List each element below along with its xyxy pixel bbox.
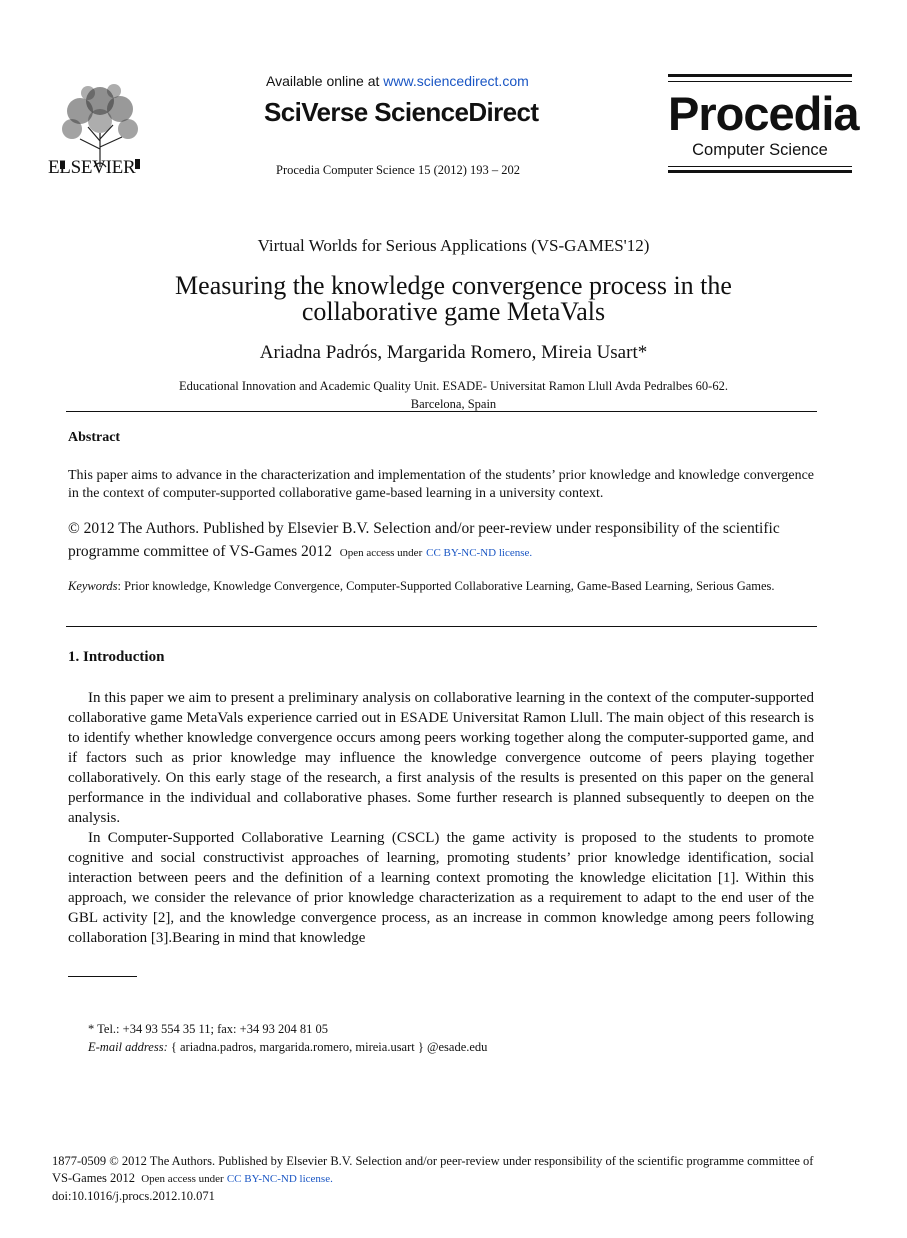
abstract-heading: Abstract [68,430,121,445]
journal-subtitle: Computer Science [692,141,828,159]
platform-logo-text: SciVerse ScienceDirect [264,97,539,127]
paragraph: In Computer-Supported Collaborative Learning (CSCL) the game activity is proposed to the students to promote cognitive and social constructivist approaches of learning, promoting students’ prior knowledge identification, social interaction between peers and the definition of a learning context promoting the knowledge elicitation [1]. Within this approach, we consider the relevance of prior knowledge characterization as a requirement to adapt to the end user of the GBL activity [2], and the knowledge convergence process, as an increase in common knowledge among peers following collaboration [3].Bearing in mind that knowledge [68,830,814,946]
affiliation-line-1: Educational Innovation and Academic Quality Unit. ESADE- Universitat Ramon Llull Avda Pedralbes 60-62. [179,379,728,393]
sciencedirect-link[interactable]: www.sciencedirect.com [383,73,529,89]
email-label: E-mail address: [88,1040,168,1054]
footer-committee: VS-Games 2012 [52,1171,135,1185]
paragraph: In this paper we aim to present a preliminary analysis on collaborative learning in the context of the computer-supported collaborative game MetaVals experience carried out in ESADE Universitat Ramon Llull. The main object of this research is to identify whether knowledge convergence occurs among peers working together along the computer-supported game, and if factors such as prior knowledge may influence the knowledge convergence outcome of peers playing together collaboratively. On this early stage of the research, a first analysis of the results is presented on this paper on the general performance in the individual and collaborative phases. Some further research is planned subsequently to deepen on the analysis. [68,690,814,826]
divider [66,411,817,412]
section-heading-introduction: 1. Introduction [68,649,165,665]
affiliation-line-2: Barcelona, Spain [410,397,497,411]
footnote-tel: * Tel.: +34 93 554 35 11; fax: +34 93 204 81 05 [88,1022,328,1036]
title-line-1: Measuring the knowledge convergence process in the [175,271,732,300]
copyright-line-1: © 2012 The Authors. Published by Elsevier B.V. Selection and/or peer-review under responsibility of the scientific [68,520,780,537]
footer-license-link[interactable]: CC BY-NC-ND license. [226,1173,333,1185]
journal-name: Procedia [668,87,859,140]
page-footer [52,1153,862,1205]
footnote-email [88,1038,487,1056]
divider [66,626,817,627]
keywords [68,577,814,595]
license-link[interactable]: CC BY-NC-ND license. [426,547,533,559]
paper-title [0,273,907,325]
keywords-list: : Prior knowledge, Knowledge Convergence, Computer-Supported Collaborative Learning, Game-Based Learning, Serious Games. [117,579,775,593]
copyright-line-2 [68,540,838,565]
footnote-divider [68,976,137,977]
availability-line [266,73,529,89]
doi[interactable]: doi:10.1016/j.procs.2012.10.071 [52,1189,215,1203]
footer-line-2 [52,1170,862,1188]
keywords-label: Keywords [68,579,118,593]
publisher-wordmark: ELSEVIER [48,157,136,178]
journal-citation: Procedia Computer Science 15 (2012) 193 – 202 [276,163,521,177]
author-list: Ariadna Padrós, Margarida Romero, Mireia Usart* [259,342,648,363]
affiliation [0,377,907,413]
introduction-body [68,688,814,948]
footer-line-1: 1877-0509 © 2012 The Authors. Published by Elsevier B.V. Selection and/or peer-review under responsibility of the scientific programme committee of [52,1154,814,1168]
availability-text: Available online at [266,73,384,89]
conference-name: Virtual Worlds for Serious Applications (VS-GAMES'12) [257,236,650,255]
email-addresses: { ariadna.padros, margarida.romero, mireia.usart } @esade.edu [167,1040,488,1054]
footer-open-access: Open access under [141,1173,224,1185]
footnote [88,1020,487,1056]
title-line-2: collaborative game MetaVals [301,297,606,326]
abstract-text: This paper aims to advance in the characterization and implementation of the students’ prior knowledge and knowledge convergence in the context of computer-supported collaborative game-based learning in a university context. [68,468,814,501]
copyright-notice [68,517,838,565]
copyright-committee: programme committee of VS-Games 2012 [68,543,333,560]
procedia-logo [668,74,859,175]
open-access-label: Open access under [339,547,423,559]
